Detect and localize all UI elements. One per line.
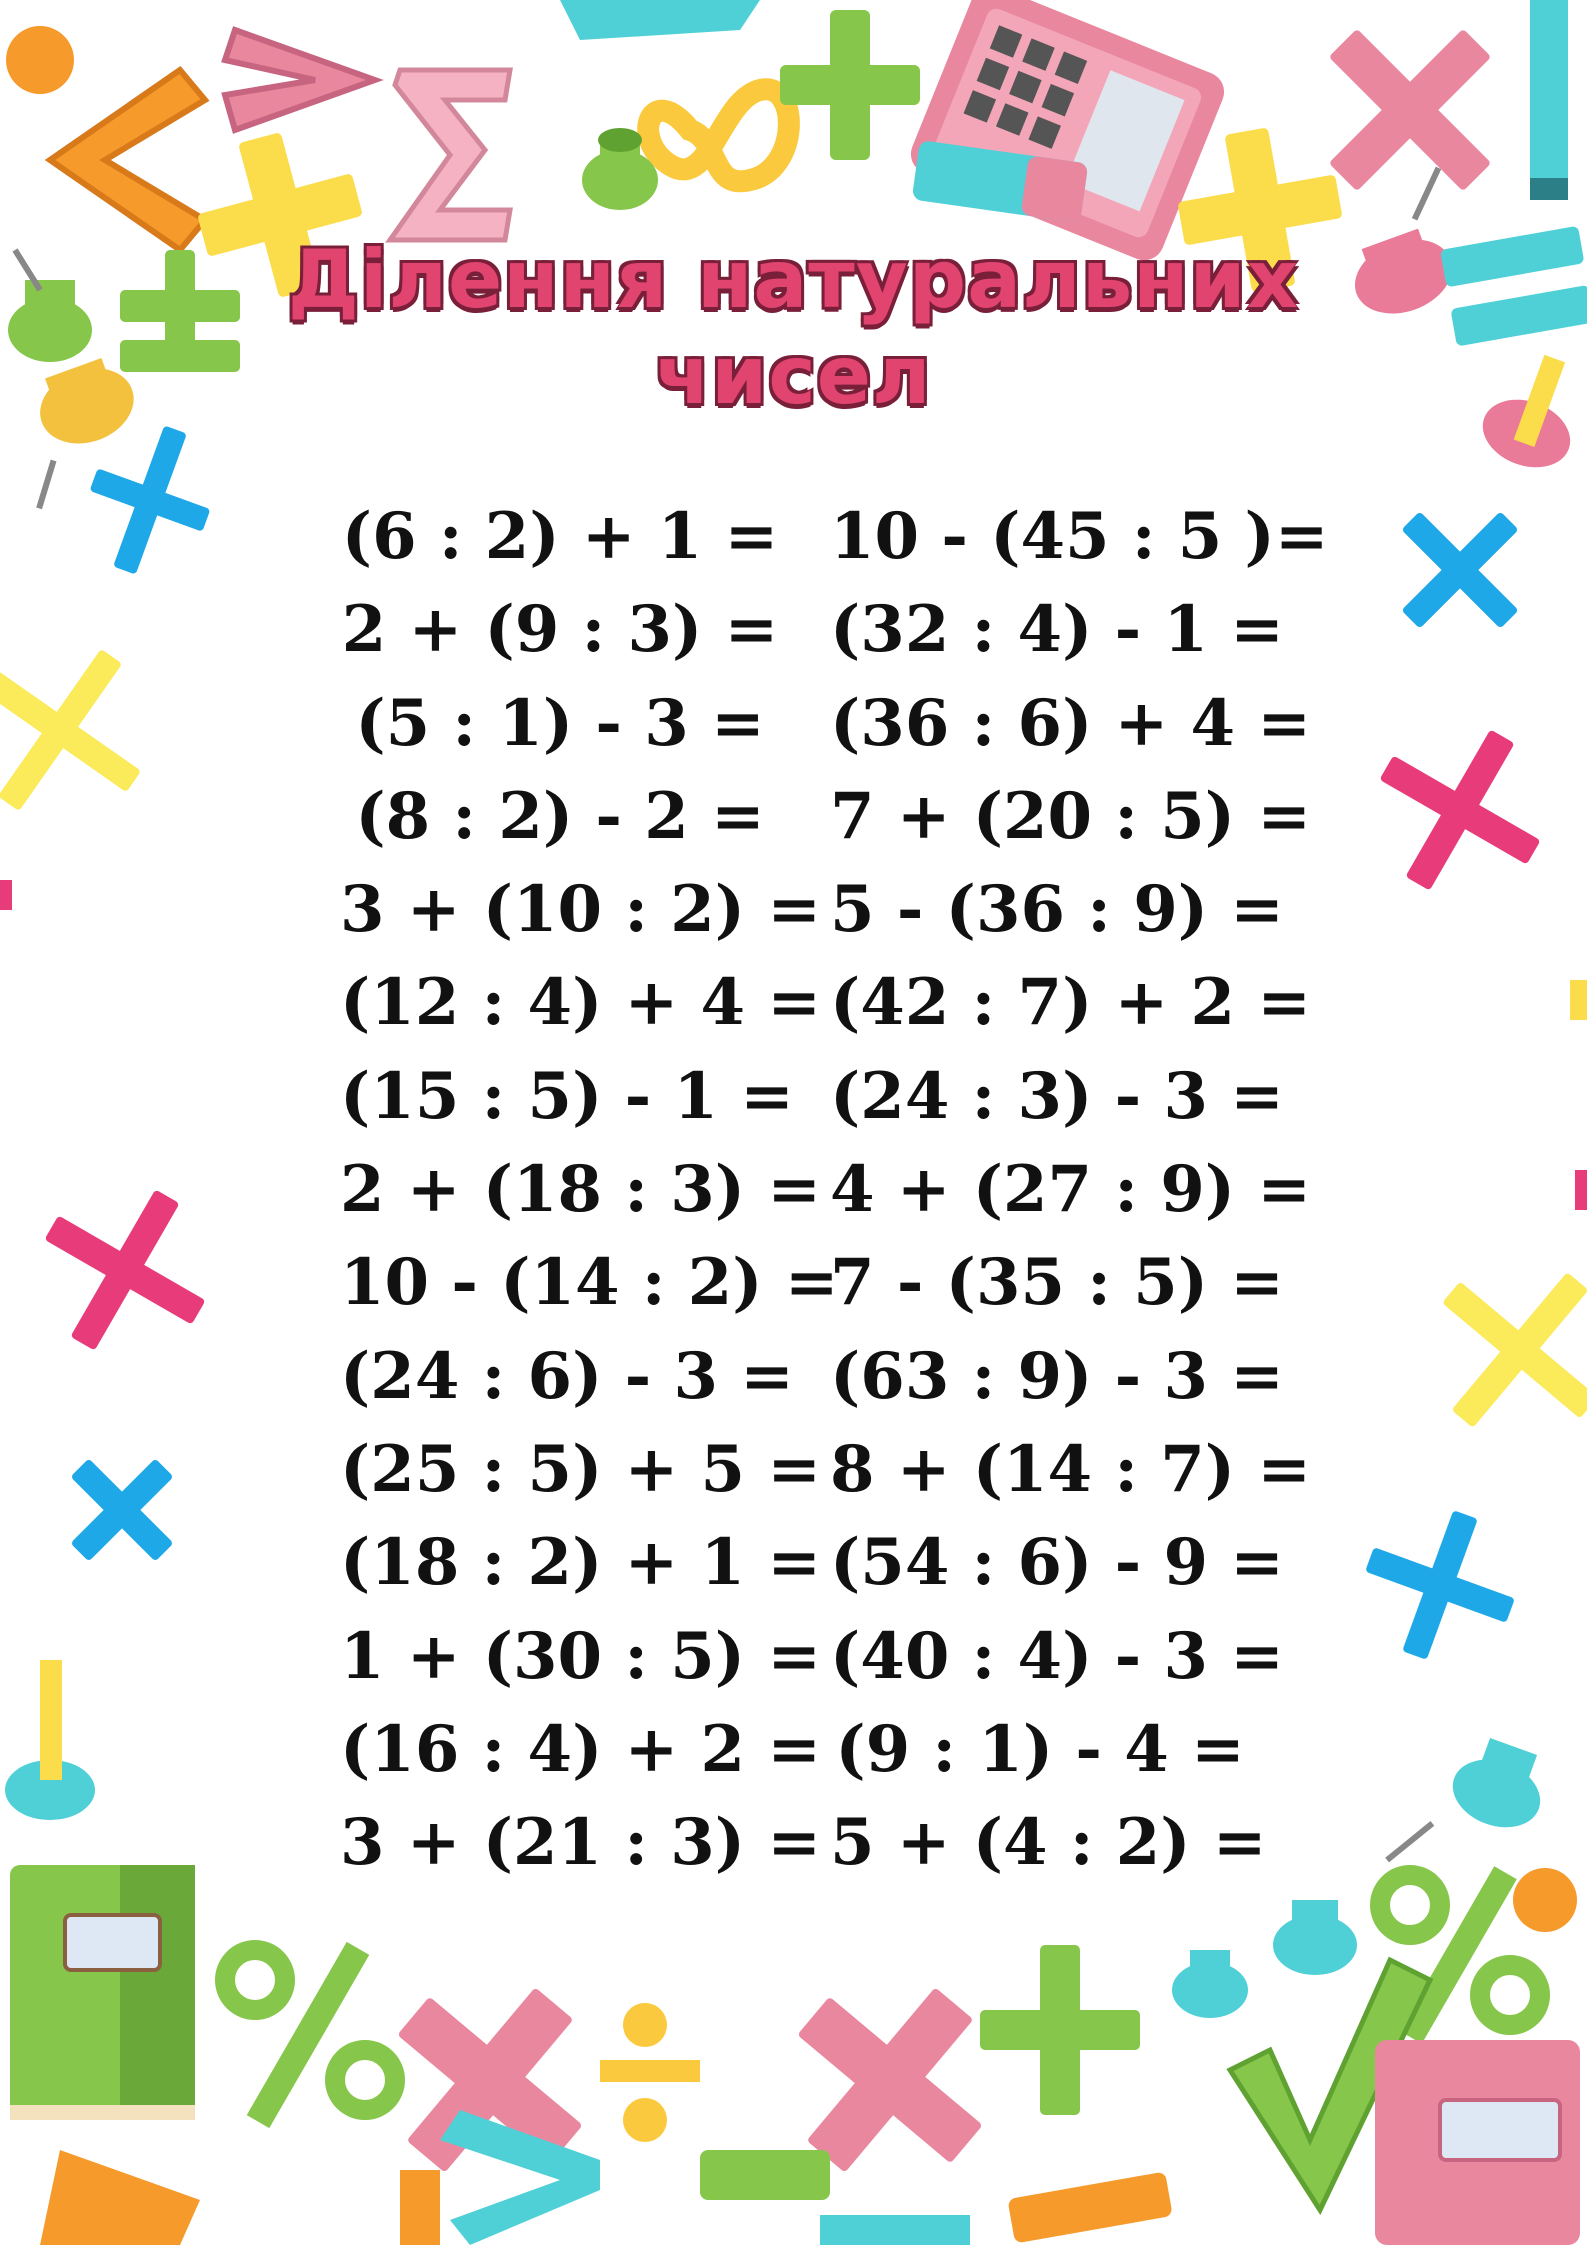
- exercise-item: 10 - (45 : 5 )=: [830, 499, 1329, 574]
- exercise-item: (54 : 6) - 9 =: [830, 1525, 1284, 1601]
- exercise-item: 5 + (4 : 2) =: [830, 1805, 1267, 1881]
- exercise-item: (40 : 4) - 3 =: [830, 1618, 1284, 1694]
- times-icon: [1361, 471, 1559, 669]
- notebook-icon: [1375, 2040, 1580, 2245]
- times-icon: [0, 605, 185, 856]
- exercise-item: (15 : 5) - 1 =: [340, 1058, 794, 1134]
- times-icon: [9, 1154, 241, 1386]
- dot-icon: [6, 26, 74, 94]
- exercise-item: (5 : 1) - 3 =: [355, 685, 765, 761]
- exercise-item: 2 + (9 : 3) =: [341, 592, 779, 668]
- exercise-item: (36 : 6) + 4 =: [830, 685, 1311, 761]
- exercise-item: 7 - (35 : 5) =: [830, 1245, 1284, 1321]
- dot-icon: [1513, 1868, 1577, 1932]
- exercise-item: (63 : 9) - 3 =: [830, 1338, 1284, 1414]
- plus-icon: [780, 10, 920, 160]
- times-icon: [1344, 1489, 1536, 1681]
- exercise-item: 3 + (21 : 3) =: [340, 1805, 821, 1881]
- wave-shape: [560, 0, 760, 40]
- pushpin-icon: [1273, 1900, 1357, 1975]
- pushpin-icon: [1172, 1950, 1248, 2018]
- exercise-item: (32 : 4) - 1 =: [830, 592, 1284, 668]
- times-icon: [1393, 1223, 1587, 1477]
- exercise-column-left: [340, 490, 839, 1889]
- page-title: [0, 232, 1587, 424]
- exercise-item: (9 : 1) - 4 =: [835, 1711, 1245, 1787]
- exercise-item: (8 : 2) - 2 =: [355, 778, 765, 854]
- times-icon: [37, 1425, 207, 1595]
- exercise-item: 8 + (14 : 7) =: [830, 1431, 1311, 1507]
- exercise-column-right: [830, 490, 1329, 1889]
- title-line-1: Ділення натуральних: [287, 233, 1300, 326]
- exercise-item: (42 : 7) + 2 =: [830, 965, 1311, 1041]
- percent-icon: [225, 1942, 395, 2128]
- exercise-item: 7 + (20 : 5) =: [830, 778, 1311, 854]
- greater-than-icon: [225, 30, 375, 130]
- exercise-item: (16 : 4) + 2 =: [340, 1711, 821, 1787]
- less-than-icon: [50, 70, 205, 250]
- exercise-item: 1 + (30 : 5) =: [340, 1618, 821, 1694]
- exercise-item: (6 : 2) + 1 =: [341, 499, 779, 574]
- exercise-item: (24 : 3) - 3 =: [830, 1058, 1284, 1134]
- notebook-icon: [10, 1865, 195, 2120]
- title-line-2: чисел: [655, 329, 932, 422]
- exercise-item: 5 - (36 : 9) =: [830, 872, 1284, 948]
- divide-icon: [600, 2003, 700, 2142]
- infinity-icon: [648, 89, 789, 181]
- greater-than-icon: [40, 2150, 200, 2245]
- sigma-icon: [390, 70, 510, 240]
- times-icon: [1344, 694, 1576, 926]
- exercise-item: 2 + (18 : 3) =: [340, 1152, 821, 1228]
- pushpin-icon: [5, 1660, 95, 1820]
- exercise-item: (25 : 5) + 5 =: [340, 1431, 821, 1507]
- exercise-item: 3 + (10 : 2) =: [340, 872, 821, 948]
- exercise-item: (12 : 4) + 4 =: [340, 965, 821, 1041]
- pencil-icon: [1530, 0, 1568, 200]
- exercise-item: (24 : 6) - 3 =: [340, 1338, 794, 1414]
- exercise-item: 4 + (27 : 9) =: [830, 1152, 1311, 1228]
- plus-icon: [980, 1945, 1140, 2115]
- exercise-item: 10 - (14 : 2) =: [340, 1245, 839, 1321]
- calculator-icon: [905, 0, 1230, 266]
- exercise-item: (18 : 2) + 1 =: [340, 1525, 821, 1601]
